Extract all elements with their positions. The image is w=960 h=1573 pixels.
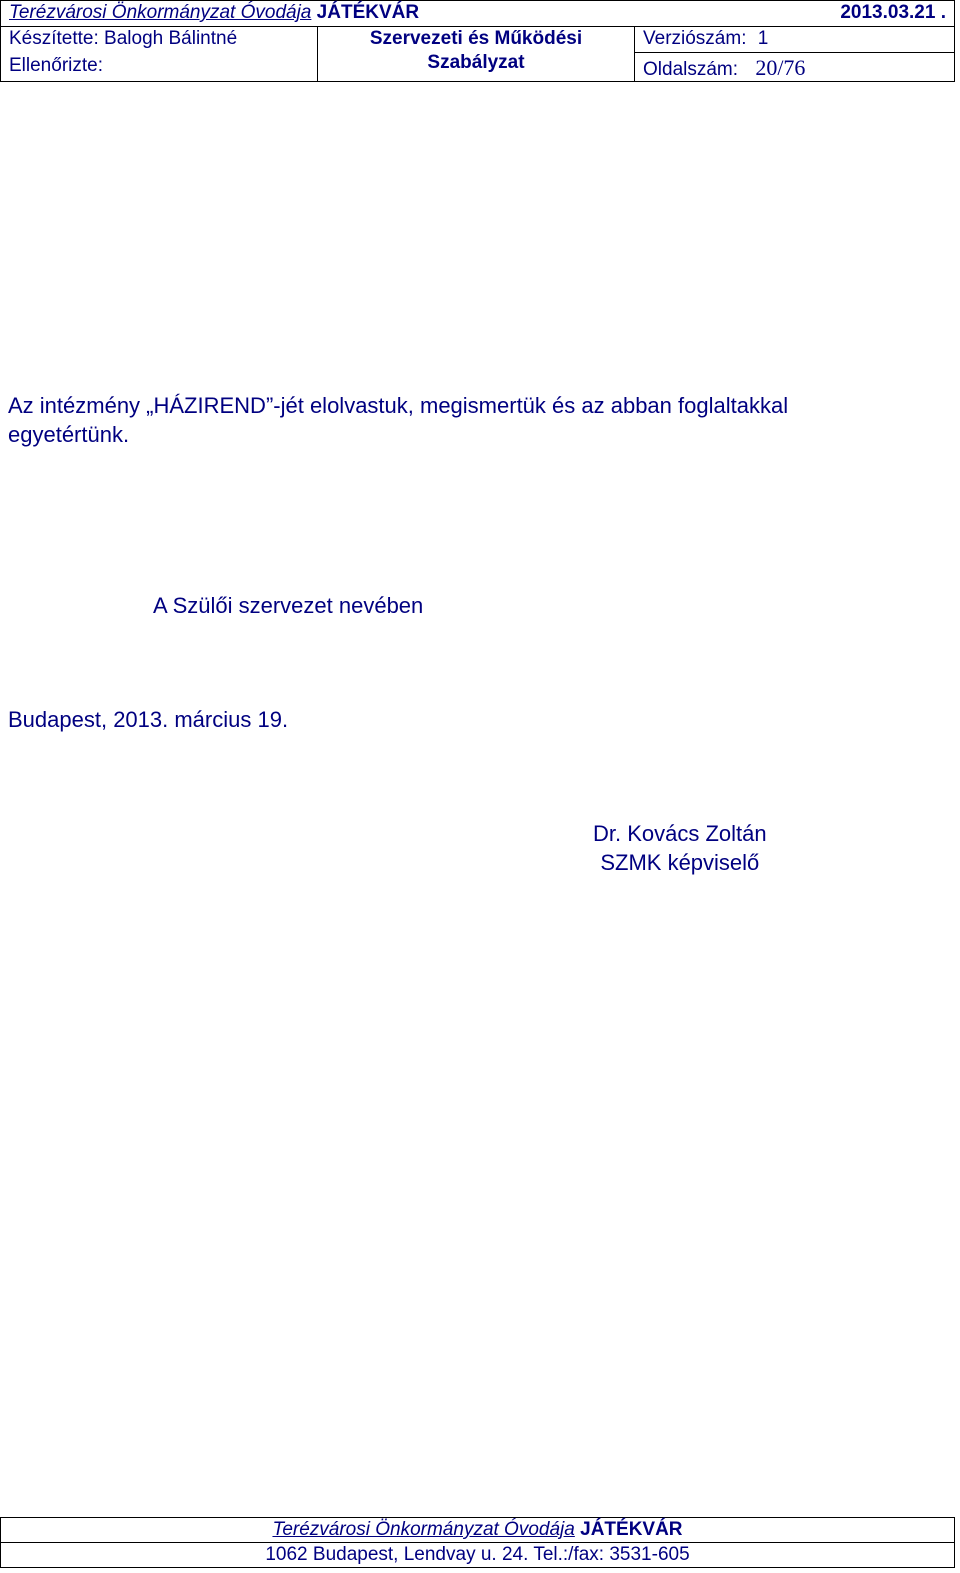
header-org-name: Terézvárosi Önkormányzat Óvodája (9, 2, 312, 23)
version-label: Verziószám: (643, 28, 747, 49)
statement-line1: Az intézmény „HÁZIREND”-jét elolvastuk, megismertük és az abban foglaltakkal (8, 393, 789, 418)
version-row (635, 27, 954, 53)
checked-by: Ellenőrizte: (9, 55, 103, 76)
page-label: Oldalszám: (643, 59, 739, 80)
place-date: Budapest, 2013. március 19. (8, 707, 289, 732)
header-org-row (1, 1, 955, 27)
footer-org-suffix: JÁTÉKVÁR (580, 1519, 683, 1540)
header-meta-cell (635, 27, 955, 82)
signer-name: Dr. Kovács Zoltán (593, 821, 767, 846)
footer-address: 1062 Budapest, Lendvay u. 24. Tel.:/fax: 3531-605 (1, 1543, 955, 1568)
document-footer (0, 1517, 955, 1568)
header-doc-title-cell (318, 27, 635, 82)
doc-title-line2: Szabályzat (427, 52, 525, 73)
page-row (635, 53, 954, 81)
signature-block (593, 819, 767, 877)
header-date: 2013.03.21 . (840, 2, 946, 23)
version-value: 1 (757, 28, 769, 49)
doc-title-line1: Szervezeti és Működési (369, 28, 583, 49)
header-org-suffix: JÁTÉKVÁR (316, 2, 420, 23)
page-value: 20/76 (755, 55, 806, 80)
document-header (0, 0, 955, 82)
header-authors-cell (1, 27, 318, 82)
footer-org-row (1, 1518, 955, 1543)
statement-paragraph (8, 391, 788, 449)
signer-role: SZMK képviselő (600, 850, 760, 875)
prepared-by: Készítette: Balogh Bálintné (9, 28, 238, 49)
statement-line2: egyetértünk. (8, 422, 130, 447)
footer-org-name: Terézvárosi Önkormányzat Óvodája (272, 1519, 575, 1540)
on-behalf-text: A Szülői szervezet nevében (153, 593, 424, 618)
